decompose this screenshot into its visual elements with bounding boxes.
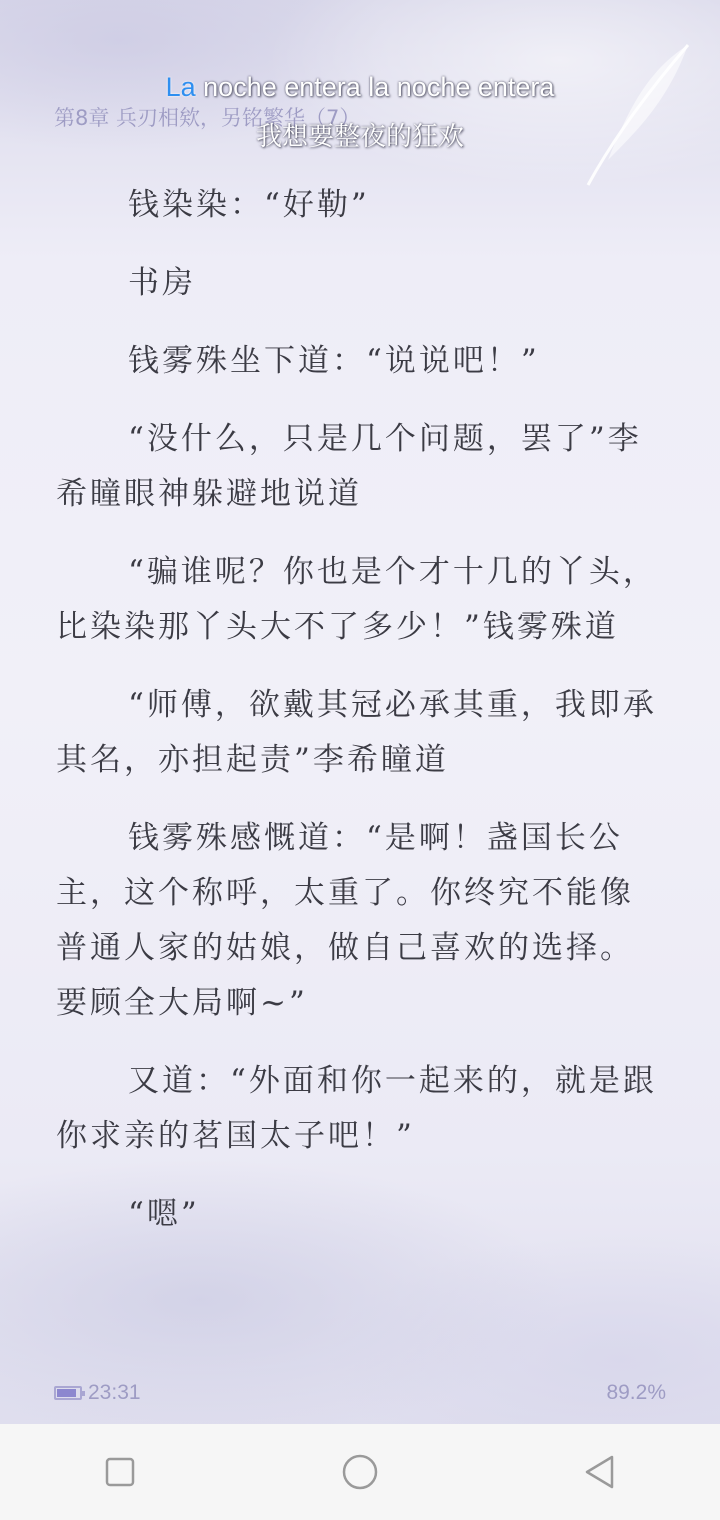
square-icon: [104, 1456, 136, 1488]
paragraph: 钱雾殊感慨道：“是啊！盏国长公主，这个称呼，太重了。你终究不能像普通人家的姑娘，做自己喜欢的选择。要顾全大局啊~”: [56, 820, 634, 1021]
system-nav-bar: [0, 1424, 720, 1520]
lyric-line-1: [0, 72, 720, 103]
reading-progress: 89.2%: [606, 1381, 666, 1404]
paragraph: “师傅，欲戴其冠必承其重，我即承其名，亦担起责”李希瞳道: [56, 687, 657, 778]
feather-decoration: [578, 40, 698, 190]
battery-icon: [54, 1386, 82, 1400]
paragraph: “嗯”: [128, 1196, 200, 1232]
back-button[interactable]: [560, 1432, 640, 1512]
paragraph: “骗谁呢？你也是个才十几的丫头，比染染那丫头大不了多少！”钱雾殊道: [56, 554, 657, 645]
recent-apps-button[interactable]: [80, 1432, 160, 1512]
circle-icon: [340, 1452, 380, 1492]
paragraph: 钱雾殊坐下道：“说说吧！”: [128, 343, 540, 379]
lyric-highlight: La: [165, 72, 196, 102]
chapter-content: [56, 178, 666, 1265]
lyric-line-2: 我想要整夜的狂欢: [255, 122, 464, 152]
clock-text: 23:31: [88, 1381, 141, 1404]
lyric-line-1-text: noche entera la noche entera: [195, 72, 555, 102]
paragraph: “没什么，只是几个问题，罢了”李希瞳眼神躲避地说道: [56, 421, 642, 512]
battery-fill: [57, 1389, 76, 1397]
home-button[interactable]: [320, 1432, 400, 1512]
paragraph: 钱染染：“好勒”: [128, 187, 370, 223]
triangle-back-icon: [582, 1454, 618, 1490]
status-time: [54, 1381, 141, 1405]
paragraph: 又道：“外面和你一起来的，就是跟你求亲的茗国太子吧！”: [56, 1063, 657, 1154]
chapter-title: 第8章 兵刃相欸，另铭繁华（7）: [54, 106, 361, 130]
paragraph: 书房: [128, 265, 196, 301]
